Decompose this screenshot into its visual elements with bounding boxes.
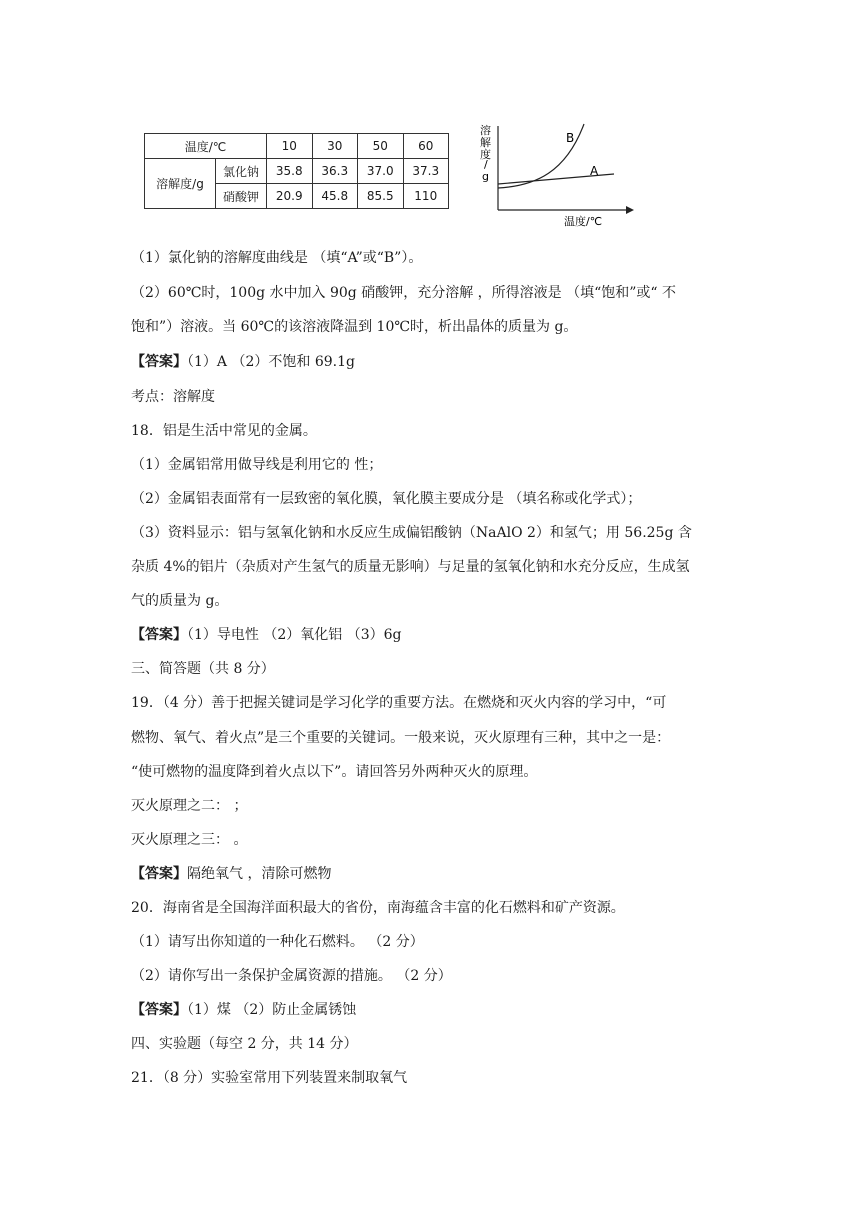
- question-line: （2）金属铝表面常有一层致密的氧化膜，氧化膜主要成分是 （填名称或化学式）；: [131, 491, 642, 507]
- question-title: 21．（8 分）实验室常用下列装置来制取氧气: [131, 1070, 408, 1086]
- answer-line: [131, 625, 402, 645]
- answer-line: [131, 352, 355, 372]
- table-cell: 37.0: [358, 159, 404, 184]
- question-line: 杂质 4%的铝片（杂质对产生氢气的质量无影响）与足量的氢氧化钠和水充分反应，生成氢: [131, 559, 690, 575]
- answer-text: （1）导电性 （2）氧化铝 （3）6g: [187, 627, 402, 643]
- answer-line: [131, 864, 331, 884]
- answer-tag: 【答案】: [131, 866, 187, 882]
- table-cell: 37.3: [403, 159, 449, 184]
- curve-b-label: B: [566, 131, 575, 145]
- question-line: “使可燃物的温度降到着火点以下”。请回答另外两种灭火的原理。: [131, 764, 538, 780]
- table-cell: 35.8: [267, 159, 313, 184]
- answer-tag: 【答案】: [131, 627, 187, 643]
- x-axis-label: 温度/℃: [564, 215, 603, 228]
- x-axis-arrow: [626, 206, 634, 214]
- answer-text: 隔绝氧气 ，清除可燃物: [187, 866, 332, 882]
- table-temp-cell: 60: [403, 134, 449, 159]
- table-cell: 20.9: [267, 184, 313, 209]
- y-axis-label-1: 溶: [480, 124, 491, 137]
- question-title: 20．海南省是全国海洋面积最大的省份，南海蕴含丰富的化石燃料和矿产资源。: [131, 900, 625, 916]
- table-row-name: 硝酸钾: [216, 184, 267, 209]
- answer-tag: 【答案】: [131, 354, 187, 370]
- answer-line: [131, 1000, 356, 1020]
- question-line: 19．（4 分）善于把握关键词是学习化学的重要方法。在燃烧和灭火内容的学习中，“可: [131, 695, 667, 711]
- table-header-label: 温度/℃: [145, 134, 267, 159]
- curve-a-label: A: [590, 164, 599, 178]
- question-line: 气的质量为 g。: [131, 593, 229, 609]
- question-line: 灭火原理之三： 。: [131, 832, 248, 848]
- solubility-table: [144, 133, 449, 209]
- answer-text: （1）煤 （2）防止金属锈蚀: [187, 1002, 357, 1018]
- y-axis-label-3: 度: [480, 148, 491, 161]
- answer-text: （1）A （2）不饱和 69.1g: [187, 354, 355, 370]
- question-title: 18．铝是生活中常见的金属。: [131, 423, 317, 439]
- question-line: （1）金属铝常用做导线是利用它的 性；: [131, 457, 383, 473]
- question-line: （2）60℃时，100g 水中加入 90g 硝酸钾，充分溶解 ，所得溶液是 （填“饱和”或“ 不: [131, 285, 677, 301]
- table-cell: 36.3: [312, 159, 358, 184]
- table-header-row: [145, 134, 449, 159]
- question-line: 燃物、氧气、着火点”是三个重要的关键词。一般来说，灭火原理有三种，其中之一是：: [131, 730, 671, 746]
- question-line: （1）氯化钠的溶解度曲线是 （填“A”或“B”）。: [131, 250, 423, 266]
- question-line: （1）请写出你知道的一种化石燃料。 （2 分）: [131, 934, 424, 950]
- table-cell: 85.5: [358, 184, 404, 209]
- section-heading: 四、实验题（每空 2 分，共 14 分）: [131, 1036, 358, 1052]
- table-row-group-label: 溶解度/g: [145, 159, 216, 209]
- topic-line: 考点：溶解度: [131, 389, 215, 405]
- table-row-name: 氯化钠: [216, 159, 267, 184]
- table-cell: 110: [403, 184, 449, 209]
- question-line: 饱和”）溶液。当 60℃的该溶液降温到 10℃时，析出晶体的质量为 g。: [131, 319, 578, 335]
- y-axis-label-2: 解: [480, 136, 491, 149]
- solubility-curve-graph: [476, 122, 636, 232]
- answer-tag: 【答案】: [131, 1002, 187, 1018]
- table-temp-cell: 30: [312, 134, 358, 159]
- question-line: 灭火原理之二： ；: [131, 798, 248, 814]
- question-line: （3）资料显示：铝与氢氧化钠和水反应生成偏铝酸钠（NaAlO 2）和氢气；用 56.25g 含: [131, 525, 692, 541]
- section-heading: 三、简答题（共 8 分）: [131, 661, 275, 677]
- table-cell: 45.8: [312, 184, 358, 209]
- table-temp-cell: 50: [358, 134, 404, 159]
- table-temp-cell: 10: [267, 134, 313, 159]
- y-axis-label-5: g: [482, 170, 489, 183]
- table-row: [145, 159, 449, 184]
- y-axis-label-4: /: [484, 158, 488, 171]
- question-line: （2）请你写出一条保护金属资源的措施。 （2 分）: [131, 968, 452, 984]
